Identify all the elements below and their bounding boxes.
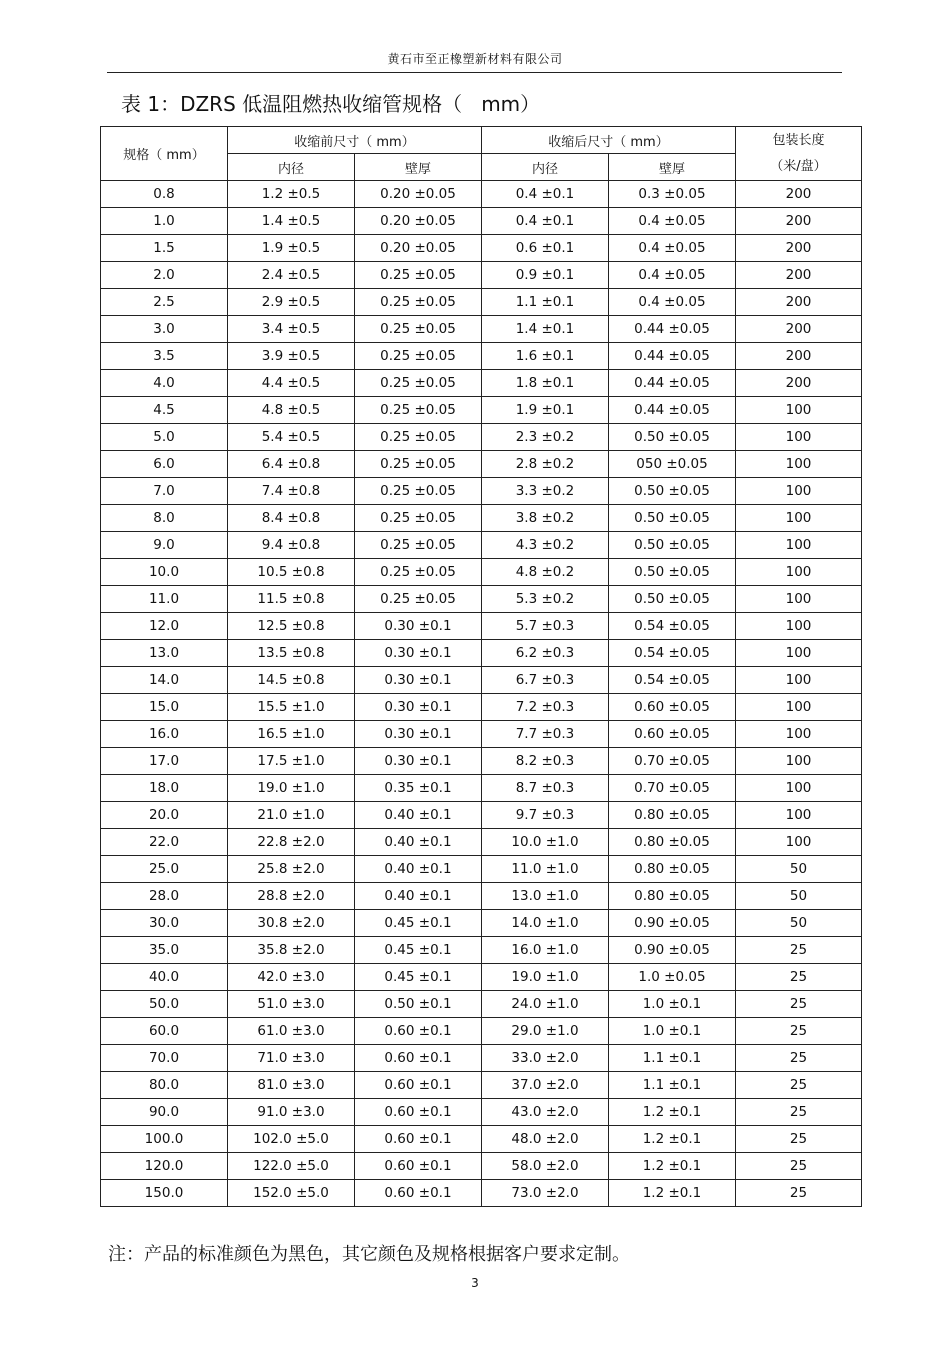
cell-after-wall: 0.4 ±0.05 [609, 262, 736, 289]
cell-after-wall: 050 ±0.05 [609, 451, 736, 478]
cell-after-wall: 0.90 ±0.05 [609, 910, 736, 937]
cell-after-wall: 0.50 ±0.05 [609, 424, 736, 451]
cell-after-wall: 0.54 ±0.05 [609, 640, 736, 667]
cell-before-wall: 0.20 ±0.05 [355, 181, 482, 208]
cell-before-wall: 0.25 ±0.05 [355, 559, 482, 586]
cell-length: 25 [736, 991, 862, 1018]
cell-after-wall: 0.44 ±0.05 [609, 316, 736, 343]
cell-before-wall: 0.25 ±0.05 [355, 289, 482, 316]
cell-spec: 20.0 [101, 802, 228, 829]
cell-after-inner: 3.8 ±0.2 [482, 505, 609, 532]
page-number: 3 [471, 1276, 479, 1290]
cell-after-inner: 33.0 ±2.0 [482, 1045, 609, 1072]
cell-before-wall: 0.25 ±0.05 [355, 397, 482, 424]
spec-table [100, 126, 862, 1207]
cell-length: 25 [736, 1072, 862, 1099]
cell-spec: 8.0 [101, 505, 228, 532]
cell-before-inner: 30.8 ±2.0 [228, 910, 355, 937]
cell-length: 100 [736, 613, 862, 640]
cell-after-wall: 1.2 ±0.1 [609, 1180, 736, 1207]
cell-before-inner: 25.8 ±2.0 [228, 856, 355, 883]
cell-spec: 17.0 [101, 748, 228, 775]
cell-spec: 35.0 [101, 937, 228, 964]
table-row [101, 1099, 862, 1126]
table-row [101, 910, 862, 937]
cell-after-inner: 29.0 ±1.0 [482, 1018, 609, 1045]
table-row [101, 937, 862, 964]
cell-spec: 7.0 [101, 478, 228, 505]
cell-before-inner: 2.9 ±0.5 [228, 289, 355, 316]
col-header-spec: 规格（ mm） [101, 127, 228, 181]
cell-spec: 100.0 [101, 1126, 228, 1153]
cell-before-wall: 0.25 ±0.05 [355, 451, 482, 478]
cell-before-inner: 1.2 ±0.5 [228, 181, 355, 208]
cell-before-inner: 16.5 ±1.0 [228, 721, 355, 748]
table-row [101, 667, 862, 694]
cell-length: 100 [736, 559, 862, 586]
cell-spec: 1.5 [101, 235, 228, 262]
cell-before-wall: 0.60 ±0.1 [355, 1180, 482, 1207]
cell-length: 100 [736, 478, 862, 505]
cell-after-inner: 7.2 ±0.3 [482, 694, 609, 721]
cell-before-wall: 0.25 ±0.05 [355, 424, 482, 451]
table-row [101, 775, 862, 802]
cell-length: 100 [736, 532, 862, 559]
cell-before-inner: 21.0 ±1.0 [228, 802, 355, 829]
cell-before-inner: 51.0 ±3.0 [228, 991, 355, 1018]
cell-before-wall: 0.40 ±0.1 [355, 883, 482, 910]
cell-after-wall: 0.50 ±0.05 [609, 505, 736, 532]
cell-after-wall: 0.54 ±0.05 [609, 667, 736, 694]
cell-after-inner: 11.0 ±1.0 [482, 856, 609, 883]
cell-after-inner: 4.3 ±0.2 [482, 532, 609, 559]
cell-length: 100 [736, 451, 862, 478]
cell-spec: 3.0 [101, 316, 228, 343]
cell-spec: 120.0 [101, 1153, 228, 1180]
cell-before-inner: 1.9 ±0.5 [228, 235, 355, 262]
cell-after-wall: 1.0 ±0.1 [609, 1018, 736, 1045]
cell-after-inner: 2.3 ±0.2 [482, 424, 609, 451]
col-header-before-wall: 壁厚 [355, 154, 482, 181]
cell-after-wall: 0.4 ±0.05 [609, 235, 736, 262]
table-row [101, 235, 862, 262]
cell-before-inner: 6.4 ±0.8 [228, 451, 355, 478]
cell-length: 50 [736, 910, 862, 937]
table-row [101, 1126, 862, 1153]
col-header-before-inner: 内径 [228, 154, 355, 181]
cell-after-inner: 6.7 ±0.3 [482, 667, 609, 694]
cell-length: 100 [736, 694, 862, 721]
spec-table-body [101, 181, 862, 1207]
cell-after-inner: 0.4 ±0.1 [482, 181, 609, 208]
cell-before-wall: 0.60 ±0.1 [355, 1045, 482, 1072]
cell-after-inner: 37.0 ±2.0 [482, 1072, 609, 1099]
table-row [101, 262, 862, 289]
cell-length: 50 [736, 883, 862, 910]
cell-spec: 3.5 [101, 343, 228, 370]
cell-length: 200 [736, 316, 862, 343]
cell-before-wall: 0.25 ±0.05 [355, 478, 482, 505]
cell-length: 25 [736, 1153, 862, 1180]
cell-before-wall: 0.60 ±0.1 [355, 1072, 482, 1099]
cell-after-inner: 0.9 ±0.1 [482, 262, 609, 289]
cell-after-inner: 4.8 ±0.2 [482, 559, 609, 586]
cell-after-inner: 5.3 ±0.2 [482, 586, 609, 613]
cell-spec: 14.0 [101, 667, 228, 694]
cell-after-wall: 0.4 ±0.05 [609, 208, 736, 235]
col-header-after-wall: 壁厚 [609, 154, 736, 181]
cell-before-inner: 12.5 ±0.8 [228, 613, 355, 640]
cell-after-inner: 3.3 ±0.2 [482, 478, 609, 505]
cell-spec: 18.0 [101, 775, 228, 802]
cell-spec: 4.0 [101, 370, 228, 397]
cell-after-wall: 0.70 ±0.05 [609, 775, 736, 802]
cell-before-inner: 5.4 ±0.5 [228, 424, 355, 451]
cell-spec: 25.0 [101, 856, 228, 883]
cell-after-inner: 58.0 ±2.0 [482, 1153, 609, 1180]
cell-length: 100 [736, 667, 862, 694]
cell-after-wall: 1.2 ±0.1 [609, 1099, 736, 1126]
cell-after-wall: 0.3 ±0.05 [609, 181, 736, 208]
cell-length: 100 [736, 424, 862, 451]
table-row [101, 991, 862, 1018]
table-row [101, 640, 862, 667]
cell-length: 100 [736, 397, 862, 424]
cell-before-wall: 0.20 ±0.05 [355, 208, 482, 235]
cell-length: 25 [736, 1045, 862, 1072]
cell-before-wall: 0.40 ±0.1 [355, 829, 482, 856]
cell-after-inner: 0.6 ±0.1 [482, 235, 609, 262]
header-rule [107, 72, 842, 73]
cell-after-inner: 43.0 ±2.0 [482, 1099, 609, 1126]
cell-length: 200 [736, 262, 862, 289]
cell-spec: 13.0 [101, 640, 228, 667]
cell-spec: 0.8 [101, 181, 228, 208]
cell-after-inner: 10.0 ±1.0 [482, 829, 609, 856]
cell-before-inner: 71.0 ±3.0 [228, 1045, 355, 1072]
table-row [101, 694, 862, 721]
cell-before-wall: 0.20 ±0.05 [355, 235, 482, 262]
cell-after-inner: 24.0 ±1.0 [482, 991, 609, 1018]
table-row [101, 1180, 862, 1207]
cell-spec: 12.0 [101, 613, 228, 640]
cell-before-wall: 0.35 ±0.1 [355, 775, 482, 802]
cell-after-inner: 14.0 ±1.0 [482, 910, 609, 937]
cell-length: 100 [736, 505, 862, 532]
cell-before-wall: 0.30 ±0.1 [355, 667, 482, 694]
cell-after-wall: 0.50 ±0.05 [609, 586, 736, 613]
cell-after-inner: 1.1 ±0.1 [482, 289, 609, 316]
cell-length: 50 [736, 856, 862, 883]
cell-after-wall: 0.80 ±0.05 [609, 883, 736, 910]
cell-spec: 30.0 [101, 910, 228, 937]
cell-before-inner: 19.0 ±1.0 [228, 775, 355, 802]
cell-before-inner: 3.9 ±0.5 [228, 343, 355, 370]
cell-before-wall: 0.30 ±0.1 [355, 748, 482, 775]
table-row [101, 721, 862, 748]
cell-before-inner: 2.4 ±0.5 [228, 262, 355, 289]
cell-length: 200 [736, 181, 862, 208]
table-row [101, 1153, 862, 1180]
cell-after-inner: 7.7 ±0.3 [482, 721, 609, 748]
table-row [101, 802, 862, 829]
table-row [101, 343, 862, 370]
cell-before-inner: 35.8 ±2.0 [228, 937, 355, 964]
table-row [101, 964, 862, 991]
table-row [101, 883, 862, 910]
cell-before-wall: 0.40 ±0.1 [355, 802, 482, 829]
cell-before-wall: 0.25 ±0.05 [355, 343, 482, 370]
cell-spec: 5.0 [101, 424, 228, 451]
cell-spec: 22.0 [101, 829, 228, 856]
cell-before-wall: 0.25 ±0.05 [355, 505, 482, 532]
cell-after-inner: 1.4 ±0.1 [482, 316, 609, 343]
table-row [101, 1072, 862, 1099]
cell-length: 25 [736, 1018, 862, 1045]
table-row [101, 451, 862, 478]
cell-spec: 2.0 [101, 262, 228, 289]
cell-spec: 10.0 [101, 559, 228, 586]
cell-before-inner: 1.4 ±0.5 [228, 208, 355, 235]
cell-before-wall: 0.25 ±0.05 [355, 532, 482, 559]
cell-length: 25 [736, 937, 862, 964]
cell-before-wall: 0.60 ±0.1 [355, 1153, 482, 1180]
cell-after-wall: 1.0 ±0.1 [609, 991, 736, 1018]
cell-spec: 80.0 [101, 1072, 228, 1099]
cell-length: 100 [736, 721, 862, 748]
cell-before-wall: 0.30 ±0.1 [355, 640, 482, 667]
cell-after-wall: 0.50 ±0.05 [609, 559, 736, 586]
cell-spec: 50.0 [101, 991, 228, 1018]
cell-spec: 90.0 [101, 1099, 228, 1126]
cell-before-wall: 0.60 ±0.1 [355, 1126, 482, 1153]
table-row [101, 289, 862, 316]
cell-length: 100 [736, 586, 862, 613]
cell-spec: 2.5 [101, 289, 228, 316]
cell-before-wall: 0.25 ±0.05 [355, 370, 482, 397]
cell-before-inner: 28.8 ±2.0 [228, 883, 355, 910]
cell-before-inner: 11.5 ±0.8 [228, 586, 355, 613]
cell-spec: 9.0 [101, 532, 228, 559]
cell-before-inner: 14.5 ±0.8 [228, 667, 355, 694]
cell-length: 25 [736, 1126, 862, 1153]
cell-before-wall: 0.30 ±0.1 [355, 694, 482, 721]
cell-after-inner: 16.0 ±1.0 [482, 937, 609, 964]
cell-after-inner: 2.8 ±0.2 [482, 451, 609, 478]
cell-spec: 11.0 [101, 586, 228, 613]
cell-spec: 28.0 [101, 883, 228, 910]
cell-before-inner: 4.8 ±0.5 [228, 397, 355, 424]
table-row [101, 505, 862, 532]
cell-before-inner: 3.4 ±0.5 [228, 316, 355, 343]
cell-before-inner: 81.0 ±3.0 [228, 1072, 355, 1099]
table-row [101, 424, 862, 451]
cell-spec: 16.0 [101, 721, 228, 748]
cell-after-inner: 6.2 ±0.3 [482, 640, 609, 667]
cell-before-inner: 22.8 ±2.0 [228, 829, 355, 856]
cell-before-wall: 0.30 ±0.1 [355, 721, 482, 748]
col-header-after-inner: 内径 [482, 154, 609, 181]
cell-spec: 6.0 [101, 451, 228, 478]
table-row [101, 370, 862, 397]
cell-after-inner: 1.6 ±0.1 [482, 343, 609, 370]
cell-after-wall: 1.1 ±0.1 [609, 1045, 736, 1072]
cell-before-wall: 0.45 ±0.1 [355, 937, 482, 964]
cell-after-inner: 9.7 ±0.3 [482, 802, 609, 829]
cell-length: 100 [736, 640, 862, 667]
cell-before-inner: 17.5 ±1.0 [228, 748, 355, 775]
cell-after-wall: 0.80 ±0.05 [609, 829, 736, 856]
table-row [101, 181, 862, 208]
cell-before-inner: 4.4 ±0.5 [228, 370, 355, 397]
table-row [101, 532, 862, 559]
cell-spec: 150.0 [101, 1180, 228, 1207]
cell-spec: 70.0 [101, 1045, 228, 1072]
cell-after-inner: 8.7 ±0.3 [482, 775, 609, 802]
cell-after-wall: 0.90 ±0.05 [609, 937, 736, 964]
table-row [101, 559, 862, 586]
cell-after-wall: 0.4 ±0.05 [609, 289, 736, 316]
cell-after-wall: 0.44 ±0.05 [609, 343, 736, 370]
cell-after-inner: 8.2 ±0.3 [482, 748, 609, 775]
cell-after-wall: 0.54 ±0.05 [609, 613, 736, 640]
cell-after-wall: 0.60 ±0.05 [609, 721, 736, 748]
cell-after-inner: 0.4 ±0.1 [482, 208, 609, 235]
cell-after-wall: 0.60 ±0.05 [609, 694, 736, 721]
cell-length: 200 [736, 235, 862, 262]
col-group-before: 收缩前尺寸（ mm） [228, 127, 482, 154]
cell-before-inner: 9.4 ±0.8 [228, 532, 355, 559]
cell-before-wall: 0.25 ±0.05 [355, 316, 482, 343]
cell-after-inner: 48.0 ±2.0 [482, 1126, 609, 1153]
cell-before-wall: 0.50 ±0.1 [355, 991, 482, 1018]
cell-length: 25 [736, 1099, 862, 1126]
cell-before-wall: 0.40 ±0.1 [355, 856, 482, 883]
cell-after-wall: 1.1 ±0.1 [609, 1072, 736, 1099]
cell-after-wall: 0.44 ±0.05 [609, 370, 736, 397]
cell-after-wall: 0.50 ±0.05 [609, 532, 736, 559]
cell-before-wall: 0.60 ±0.1 [355, 1099, 482, 1126]
cell-spec: 4.5 [101, 397, 228, 424]
cell-before-wall: 0.25 ±0.05 [355, 586, 482, 613]
cell-before-inner: 61.0 ±3.0 [228, 1018, 355, 1045]
cell-before-inner: 122.0 ±5.0 [228, 1153, 355, 1180]
table-row [101, 208, 862, 235]
cell-before-inner: 13.5 ±0.8 [228, 640, 355, 667]
table-row [101, 478, 862, 505]
cell-length: 100 [736, 775, 862, 802]
cell-after-wall: 0.80 ±0.05 [609, 856, 736, 883]
cell-before-wall: 0.25 ±0.05 [355, 262, 482, 289]
table-row [101, 748, 862, 775]
col-header-length: 包装长度 （米/盘） [736, 127, 862, 181]
cell-before-inner: 42.0 ±3.0 [228, 964, 355, 991]
cell-spec: 40.0 [101, 964, 228, 991]
cell-after-wall: 1.2 ±0.1 [609, 1126, 736, 1153]
cell-after-inner: 73.0 ±2.0 [482, 1180, 609, 1207]
cell-before-inner: 152.0 ±5.0 [228, 1180, 355, 1207]
cell-spec: 15.0 [101, 694, 228, 721]
cell-before-inner: 7.4 ±0.8 [228, 478, 355, 505]
cell-before-inner: 10.5 ±0.8 [228, 559, 355, 586]
cell-before-inner: 102.0 ±5.0 [228, 1126, 355, 1153]
page-header-company: 黄石市至正橡塑新材料有限公司 [387, 52, 563, 66]
cell-length: 200 [736, 208, 862, 235]
cell-spec: 1.0 [101, 208, 228, 235]
table-row [101, 586, 862, 613]
cell-length: 200 [736, 343, 862, 370]
cell-after-wall: 1.0 ±0.05 [609, 964, 736, 991]
cell-length: 25 [736, 1180, 862, 1207]
cell-before-inner: 91.0 ±3.0 [228, 1099, 355, 1126]
cell-after-inner: 1.9 ±0.1 [482, 397, 609, 424]
cell-after-inner: 1.8 ±0.1 [482, 370, 609, 397]
cell-length: 100 [736, 829, 862, 856]
footnote: 注：产品的标准颜色为黑色，其它颜色及规格根据客户要求定制。 [108, 1244, 630, 1265]
cell-after-inner: 19.0 ±1.0 [482, 964, 609, 991]
table-row [101, 1018, 862, 1045]
table-title: 表 1：DZRS 低温阻燃热收缩管规格（ mm） [121, 92, 541, 116]
cell-length: 200 [736, 370, 862, 397]
cell-before-inner: 8.4 ±0.8 [228, 505, 355, 532]
cell-after-inner: 5.7 ±0.3 [482, 613, 609, 640]
table-row [101, 1045, 862, 1072]
table-row [101, 856, 862, 883]
col-group-after: 收缩后尺寸（ mm） [482, 127, 736, 154]
cell-length: 200 [736, 289, 862, 316]
cell-after-inner: 13.0 ±1.0 [482, 883, 609, 910]
cell-after-wall: 0.70 ±0.05 [609, 748, 736, 775]
table-row [101, 316, 862, 343]
cell-before-wall: 0.45 ±0.1 [355, 910, 482, 937]
cell-length: 25 [736, 964, 862, 991]
cell-spec: 60.0 [101, 1018, 228, 1045]
cell-after-wall: 0.50 ±0.05 [609, 478, 736, 505]
cell-before-wall: 0.30 ±0.1 [355, 613, 482, 640]
cell-before-inner: 15.5 ±1.0 [228, 694, 355, 721]
cell-after-wall: 1.2 ±0.1 [609, 1153, 736, 1180]
cell-before-wall: 0.45 ±0.1 [355, 964, 482, 991]
cell-after-wall: 0.80 ±0.05 [609, 802, 736, 829]
cell-length: 100 [736, 748, 862, 775]
cell-after-wall: 0.44 ±0.05 [609, 397, 736, 424]
table-row [101, 397, 862, 424]
table-row [101, 829, 862, 856]
cell-before-wall: 0.60 ±0.1 [355, 1018, 482, 1045]
cell-length: 100 [736, 802, 862, 829]
table-row [101, 613, 862, 640]
